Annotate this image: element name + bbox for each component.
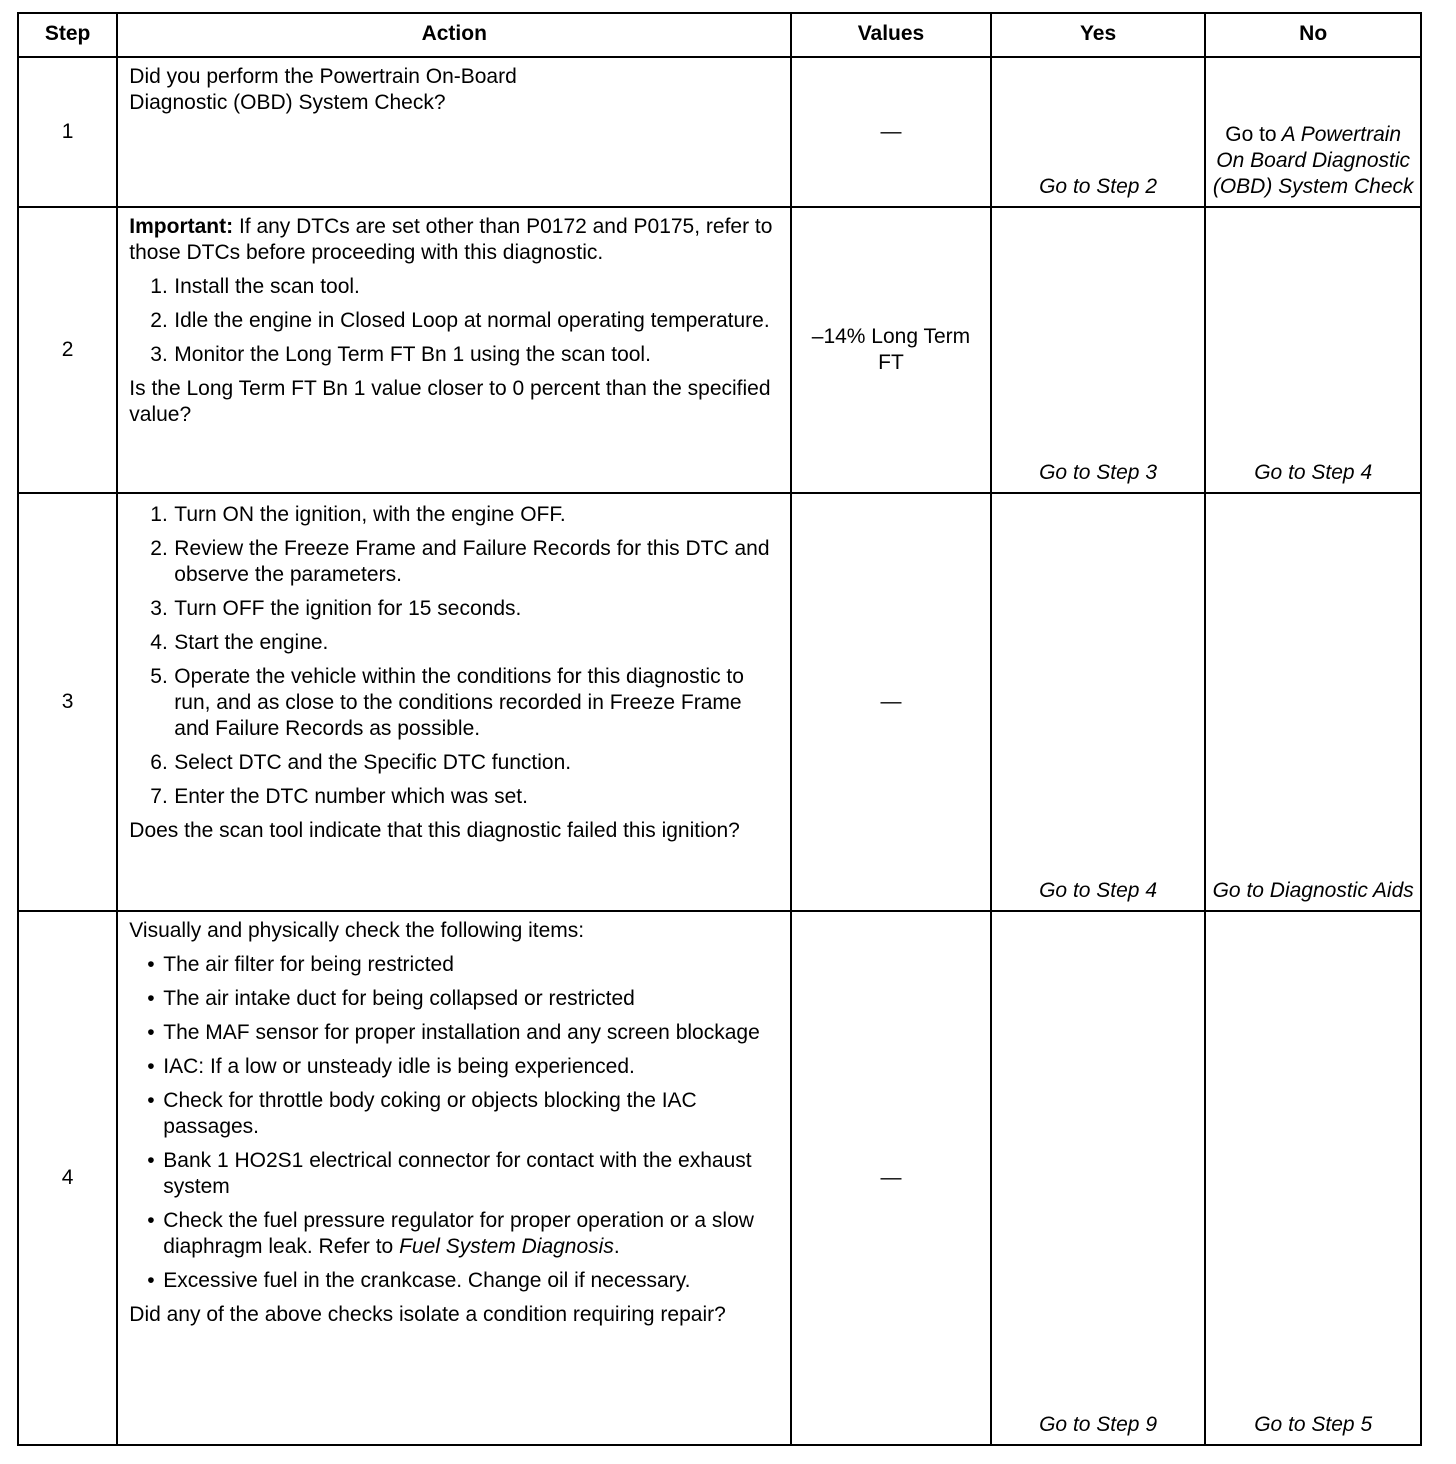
list-text: Operate the vehicle within the conditions for this diagnostic to run, and as close to the conditions recorded in Freeze Frame and Failure Records as possible.: [174, 665, 744, 740]
header-values: Values: [791, 13, 991, 57]
list-text: Review the Freeze Frame and Failure Records for this DTC and observe the parameters.: [174, 537, 770, 586]
step-number: 4: [18, 911, 117, 1445]
list-number: 1.: [150, 503, 168, 526]
header-row: [18, 13, 1421, 57]
list-item: [129, 986, 782, 1012]
list-text: The MAF sensor for proper installation and any screen blockage: [163, 1021, 760, 1044]
bullet: •: [147, 987, 155, 1010]
list-item: [129, 1054, 782, 1080]
list-item: [129, 536, 782, 588]
yes-cell[interactable]: Go to Step 9: [991, 911, 1206, 1445]
yes-cell[interactable]: Go to Step 4: [991, 493, 1206, 911]
important-note: [129, 214, 782, 266]
list-number: 1.: [150, 275, 168, 298]
values-cell: –14% Long Term FT: [791, 207, 991, 493]
action-cell: [117, 207, 791, 493]
header-yes: Yes: [991, 13, 1206, 57]
no-cell[interactable]: [1205, 57, 1421, 207]
table-row: [18, 57, 1421, 207]
list-item: [129, 1268, 782, 1294]
bullet: •: [147, 1089, 155, 1112]
list-text: Check the fuel pressure regulator for proper operation or a slow diaphragm leak. Refer to: [163, 1209, 754, 1258]
list-text: Monitor the Long Term FT Bn 1 using the scan tool.: [174, 343, 651, 366]
step-number: 2: [18, 207, 117, 493]
no-cell[interactable]: Go to Diagnostic Aids: [1205, 493, 1421, 911]
list-text: The air intake duct for being collapsed or restricted: [163, 987, 635, 1010]
table-row: [18, 493, 1421, 911]
yes-cell[interactable]: Go to Step 2: [991, 57, 1206, 207]
list-item: [129, 1208, 782, 1260]
list-number: 5.: [150, 665, 168, 688]
yes-cell[interactable]: Go to Step 3: [991, 207, 1206, 493]
list-text: Turn ON the ignition, with the engine OFF.: [174, 503, 566, 526]
list-item: [129, 342, 782, 368]
list-number: 3.: [150, 597, 168, 620]
action-cell: [117, 911, 791, 1445]
procedure-list: [129, 502, 782, 810]
list-item: [129, 1148, 782, 1200]
list-item: [129, 1020, 782, 1046]
list-item: [129, 1088, 782, 1140]
action-text: Did you perform the Powertrain On-Board Diagnostic (OBD) System Check?: [129, 65, 517, 114]
list-text: Enter the DTC number which was set.: [174, 785, 528, 808]
values-cell: —: [791, 57, 991, 207]
list-number: 4.: [150, 631, 168, 654]
list-item: [129, 750, 782, 776]
procedure-list: [129, 274, 782, 368]
bullet: •: [147, 1209, 155, 1232]
important-text: If any DTCs are set other than P0172 and P0175, refer to those DTCs before proceeding with this diagnostic.: [129, 215, 773, 264]
list-text: Select DTC and the Specific DTC function.: [174, 751, 572, 774]
list-text: Turn OFF the ignition for 15 seconds.: [174, 597, 522, 620]
list-number: 6.: [150, 751, 168, 774]
list-text-suffix: .: [613, 1235, 620, 1258]
list-text: The air filter for being restricted: [163, 953, 454, 976]
list-number: 2.: [150, 309, 168, 332]
action-question: Is the Long Term FT Bn 1 value closer to 0 percent than the specified value?: [129, 377, 771, 426]
list-item: [129, 952, 782, 978]
action-question: Did any of the above checks isolate a condition requiring repair?: [129, 1303, 726, 1326]
list-item: [129, 596, 782, 622]
diagnostic-table: [17, 12, 1422, 1446]
list-item: [129, 308, 782, 334]
bullet: •: [147, 1055, 155, 1078]
header-no: No: [1205, 13, 1421, 57]
list-text: Start the engine.: [174, 631, 329, 654]
list-number: 2.: [150, 537, 168, 560]
list-number: 7.: [150, 785, 168, 808]
no-link[interactable]: A Powertrain On Board Diagnostic (OBD) System Check: [1212, 123, 1414, 198]
action-intro: Visually and physically check the following items:: [129, 919, 585, 942]
values-cell: —: [791, 493, 991, 911]
list-item: [129, 784, 782, 810]
list-item: [129, 502, 782, 528]
action-question: Does the scan tool indicate that this diagnostic failed this ignition?: [129, 819, 740, 842]
header-step: Step: [18, 13, 117, 57]
no-cell[interactable]: Go to Step 4: [1205, 207, 1421, 493]
values-cell: —: [791, 911, 991, 1445]
bullet: •: [147, 1269, 155, 1292]
reference-link[interactable]: Fuel System Diagnosis: [399, 1235, 614, 1258]
bullet: •: [147, 1149, 155, 1172]
no-cell[interactable]: Go to Step 5: [1205, 911, 1421, 1445]
action-cell: [117, 57, 791, 207]
bullet: •: [147, 1021, 155, 1044]
list-text: Bank 1 HO2S1 electrical connector for contact with the exhaust system: [163, 1149, 752, 1198]
table-row: [18, 207, 1421, 493]
header-action: Action: [117, 13, 791, 57]
table-row: [18, 911, 1421, 1445]
list-text: Excessive fuel in the crankcase. Change oil if necessary.: [163, 1269, 691, 1292]
no-prefix: Go to: [1225, 123, 1277, 146]
list-item: [129, 664, 782, 742]
list-item: [129, 274, 782, 300]
check-list: [129, 952, 782, 1294]
list-text: Install the scan tool.: [174, 275, 360, 298]
action-cell: [117, 493, 791, 911]
bullet: •: [147, 953, 155, 976]
step-number: 1: [18, 57, 117, 207]
step-number: 3: [18, 493, 117, 911]
list-text: Check for throttle body coking or objects blocking the IAC passages.: [163, 1089, 697, 1138]
list-text: Idle the engine in Closed Loop at normal operating temperature.: [174, 309, 770, 332]
important-label: Important:: [129, 215, 234, 238]
list-text: IAC: If a low or unsteady idle is being experienced.: [163, 1055, 635, 1078]
list-number: 3.: [150, 343, 168, 366]
list-item: [129, 630, 782, 656]
